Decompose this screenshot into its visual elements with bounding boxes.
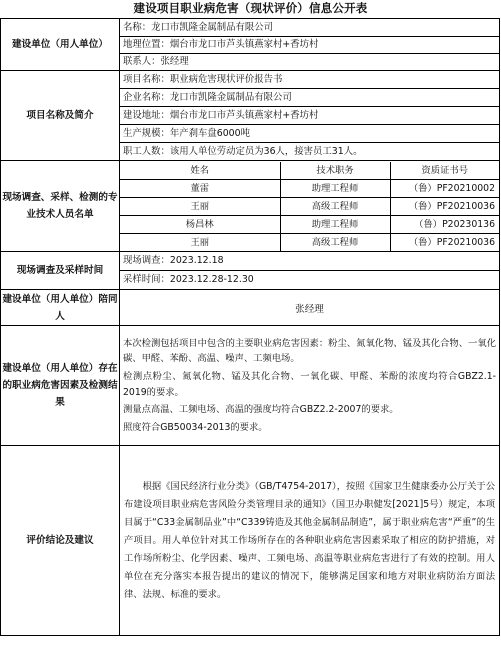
project-label: 项目名称及简介 (1, 71, 120, 161)
disclosure-table (0, 18, 500, 636)
survey-date: 现场调查：2023.12.18 (120, 252, 499, 271)
employer-row (1, 19, 500, 71)
project-row (1, 71, 500, 161)
conclusion-text: 根据《国民经济行业分类》（GB/T4754-2017），按照《国家卫生健康委办公厅关于公布建设项目职业病危害风险分类管理目录的通知》（国卫办职健发[2021]5号）规定，本项目属于“C33金属制品业”中“C339铸造及其他金属制品制造”，属于职业病危害“严重”的生产项目。用人单位针对其工作场所存在的各种职业病危害因素采取了相应的防护措施，对工作场所粉尘、化学因素、噪声、工频电场、高温等职业病危害进行了有效的控制。用人单位在充分落实本报告提出的建议的情况下，能够满足国家和地方对职业病防治方面法律、法规、标准的要求。 (124, 480, 495, 600)
project-company: 企业名称：龙口市凯隆金属制品有限公司 (120, 89, 499, 107)
survey-time-label: 现场调查及采样时间 (1, 252, 120, 290)
staff-title: 助理工程师 (280, 215, 390, 233)
escort-row (1, 290, 500, 326)
project-staff-count: 职工人数：该用人单位劳动定员为36人，接害员工31人。 (123, 146, 363, 157)
staff-name: 董雷 (120, 179, 280, 197)
sampling-date: 采样时间：2023.12.28-12.30 (123, 274, 254, 285)
staff-name: 杨昌林 (120, 215, 280, 233)
conclusion-label: 评价结论及建议 (1, 446, 120, 636)
table-row (120, 233, 499, 251)
project-scale: 生产规模：年产刹车盘6000吨 (120, 125, 499, 143)
hazards-paragraph: 测量点高温、工频电场、高温的强度均符合GBZ2.2-2007的要求。 (123, 404, 399, 416)
staff-cert: （鲁）P20230136 (390, 215, 499, 233)
employer-label: 建设单位（用人单位） (1, 19, 120, 71)
staff-label: 现场调查、采样、检测的专业技术人员名单 (1, 161, 120, 252)
survey-time-content (120, 252, 500, 290)
hazards-content (120, 326, 500, 446)
conclusion-row (1, 446, 500, 636)
table-row (120, 179, 499, 197)
page-title: 建设项目职业病危害（现状评价）信息公开表 (133, 1, 368, 15)
conclusion-content (120, 446, 500, 636)
staff-name: 王丽 (120, 233, 280, 251)
staff-cert: （鲁）PF20210036 (408, 236, 495, 248)
project-name: 项目名称：职业病危害现状评价报告书 (120, 71, 499, 89)
staff-name: 王丽 (120, 197, 280, 215)
hazards-paragraph: 照度符合GB50034-2013的要求。 (123, 421, 268, 433)
staff-content (120, 161, 500, 252)
staff-title: 高级工程师 (280, 197, 390, 215)
hazards-paragraph: 检测点粉尘、氮氧化物、锰及其化合物、一氧化碳、甲醛、苯酚的浓度均符合GBZ2.1-2019的要求。 (123, 370, 496, 398)
staff-cert: （鲁）PF20210002 (390, 179, 499, 197)
escort-value: 张经理 (120, 290, 500, 326)
survey-time-row (1, 252, 500, 290)
employer-name: 名称：龙口市凯隆金属制品有限公司 (120, 20, 499, 37)
project-content (120, 71, 500, 161)
escort-label: 建设单位（用人单位）陪同人 (1, 290, 120, 326)
staff-title: 助理工程师 (280, 179, 390, 197)
employer-location: 地理位置：烟台市龙口市芦头镇燕家村+香坊村 (120, 37, 499, 54)
staff-cert: （鲁）PF20210036 (390, 197, 499, 215)
staff-header-cert: 资质证书号 (390, 162, 499, 180)
employer-content (120, 19, 500, 71)
staff-header-name: 姓名 (120, 162, 280, 180)
table-row (120, 215, 499, 233)
project-address: 建设地址：烟台市龙口市芦头镇燕家村+香坊村 (120, 107, 499, 125)
hazards-label: 建设单位（用人单位）存在的职业病危害因素及检测结果 (1, 326, 120, 446)
hazards-row (1, 326, 500, 446)
staff-header-title: 技术职务 (280, 162, 390, 180)
staff-row (1, 161, 500, 252)
staff-title: 高级工程师 (280, 233, 390, 251)
employer-contact: 联系人：张经理 (123, 55, 189, 67)
hazards-paragraph: 本次检测包括项目中包含的主要职业病危害因素：粉尘、氮氧化物、锰及其化合物、一氧化碳、甲醛、苯酚、高温、噪声、工频电场。 (123, 337, 496, 365)
table-row (120, 197, 499, 215)
staff-header-row (120, 162, 499, 180)
staff-table (120, 162, 499, 251)
